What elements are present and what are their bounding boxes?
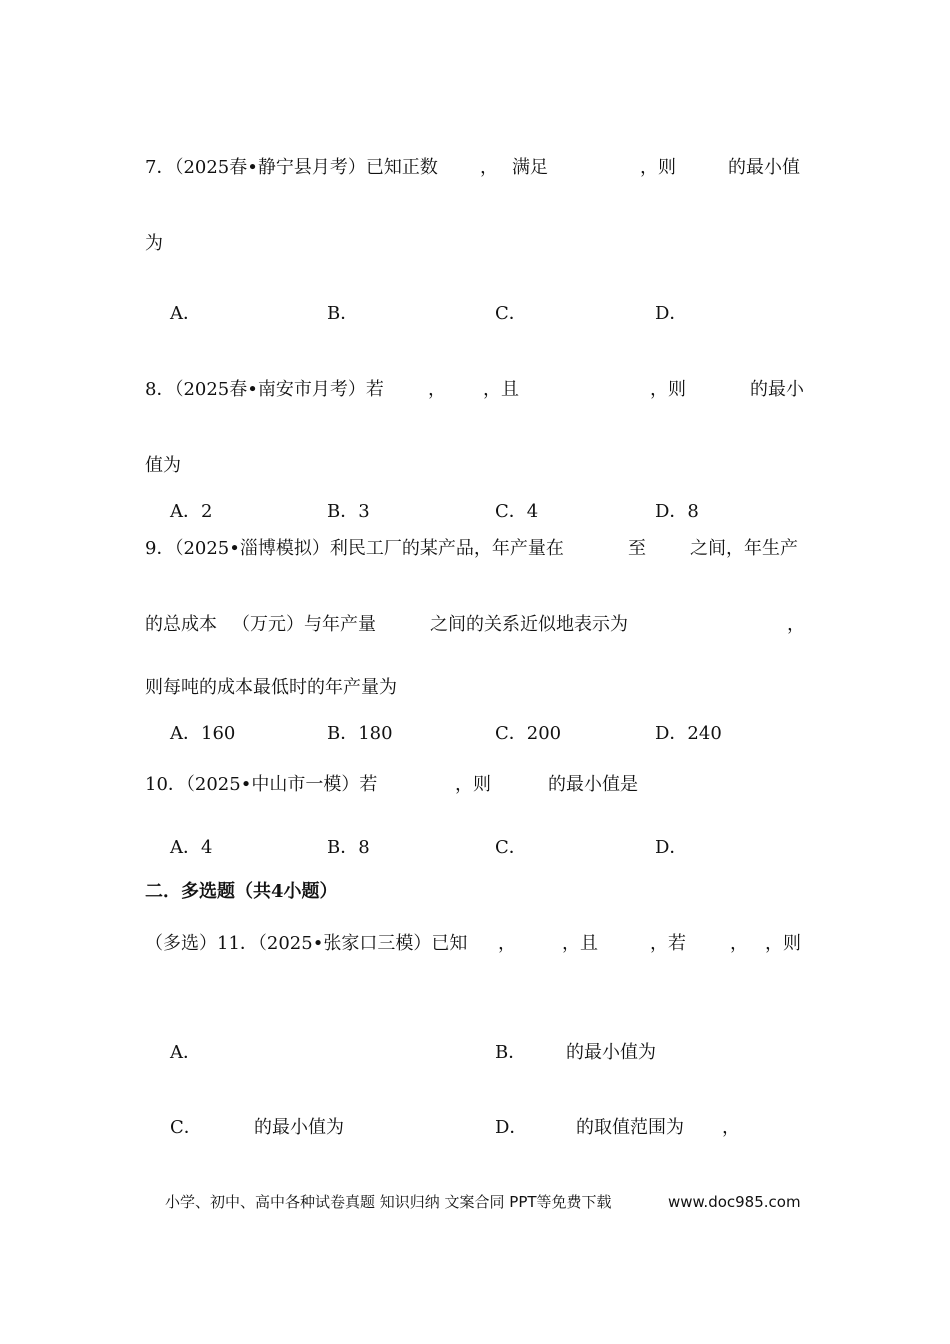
q9-option-a: A．160 [170, 723, 236, 744]
q11-qie: ，且 [562, 933, 598, 954]
q7-comma: ， [480, 157, 498, 178]
q7-line2: 为 [145, 233, 163, 254]
q7-tail: 的最小值 [728, 157, 800, 178]
q8-option-c: C．4 [495, 501, 539, 522]
q10-ze: ，则 [455, 774, 491, 795]
q11-option-d-label: D． [495, 1117, 528, 1138]
q9-label: 9．（2025•淄博模拟）利民工厂的某产品，年产量在 [145, 538, 564, 559]
q8-option-b: B．3 [327, 501, 370, 522]
q8-label: 8．（2025春•南安市月考）若 [145, 379, 384, 400]
q9-line2-comma: ， [787, 614, 805, 635]
q11-option-b-text: 的最小值为 [566, 1042, 656, 1063]
q7-option-a: A． [170, 303, 201, 324]
q9-line2-b: （万元）与年产量 [232, 614, 376, 635]
q10-option-b: B．8 [327, 837, 370, 858]
footer-text: 小学、初中、高中各种试卷真题 知识归纳 文案合同 PPT等免费下载 [165, 1193, 612, 1211]
q11-option-b-label: B． [495, 1042, 527, 1063]
footer-url[interactable]: www.doc985.com [668, 1193, 801, 1211]
q10-option-c: C． [495, 837, 527, 858]
q11-ruo: ，若 [650, 933, 686, 954]
q11-option-a: A． [170, 1042, 201, 1063]
q8-comma: ， [428, 379, 446, 400]
q11-comma1: ， [498, 933, 516, 954]
q7-label: 7．（2025春•静宁县月考）已知正数 [145, 157, 438, 178]
q11-option-d-text: 的取值范围为 [576, 1117, 684, 1138]
q8-line2: 值为 [145, 455, 181, 476]
q7-mid: 满足 [512, 157, 548, 178]
q9-tail: 之间，年生产 [690, 538, 798, 559]
q10-tail: 的最小值是 [548, 774, 638, 795]
q11-ze: ，则 [765, 933, 801, 954]
q10-label: 10．（2025•中山市一模）若 [145, 774, 378, 795]
q10-option-a: A．4 [170, 837, 213, 858]
q9-line3: 则每吨的成本最低时的年产量为 [145, 677, 397, 698]
q8-option-d: D．8 [655, 501, 699, 522]
q8-ze: ，则 [650, 379, 686, 400]
q11-label: （多选）11．（2025•张家口三模）已知 [145, 933, 468, 954]
q8-option-a: A．2 [170, 501, 213, 522]
q10-option-d: D． [655, 837, 688, 858]
q11-option-c-label: C． [170, 1117, 202, 1138]
q9-option-c: C．200 [495, 723, 562, 744]
section-2-title: 二．多选题（共4小题） [145, 881, 338, 902]
q9-line2-a: 的总成本 [145, 614, 217, 635]
q7-option-d: D． [655, 303, 688, 324]
q7-option-b: B． [327, 303, 359, 324]
q9-option-b: B．180 [327, 723, 393, 744]
q7-option-c: C． [495, 303, 527, 324]
q9-zhi: 至 [628, 538, 646, 559]
q8-qie: ，且 [483, 379, 519, 400]
q11-option-c-text: 的最小值为 [254, 1117, 344, 1138]
q9-option-d: D．240 [655, 723, 722, 744]
q11-comma2: ， [730, 933, 748, 954]
q7-ze: ，则 [640, 157, 676, 178]
q11-option-d-comma: ， [722, 1117, 740, 1138]
q9-line2-c: 之间的关系近似地表示为 [430, 614, 628, 635]
q8-tail: 的最小 [750, 379, 804, 400]
